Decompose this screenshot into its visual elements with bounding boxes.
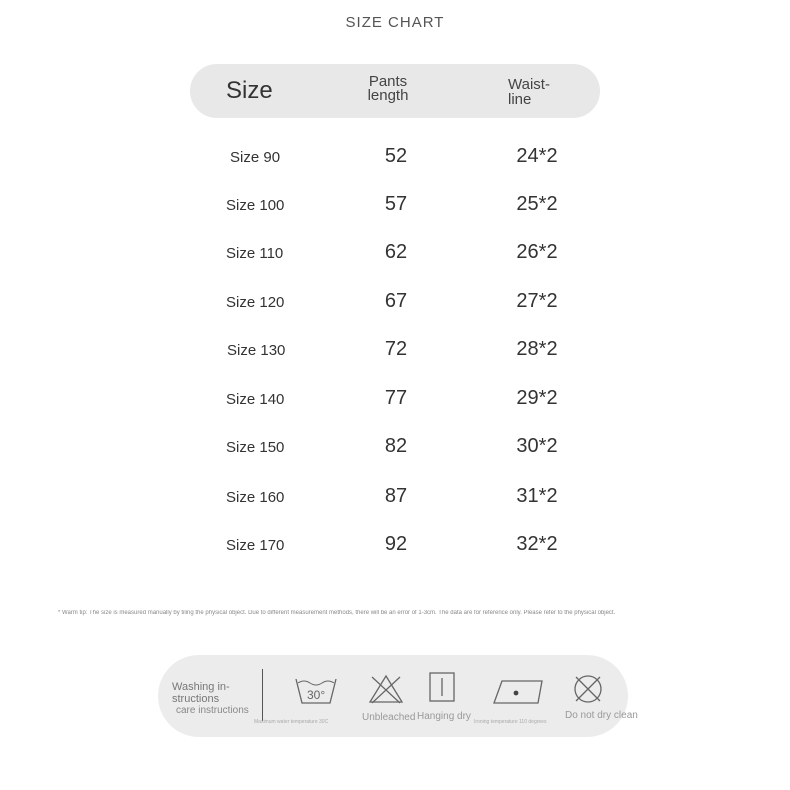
cell-length: 77	[384, 387, 408, 409]
header-length-line2: length	[367, 87, 409, 104]
cell-length: 72	[384, 338, 408, 360]
hanging-dry-icon	[428, 671, 456, 703]
cell-waist: 30*2	[516, 435, 558, 457]
table-row	[0, 433, 790, 463]
cell-waist: 25*2	[516, 193, 558, 215]
cell-waist: 27*2	[516, 290, 558, 312]
cell-length: 62	[384, 241, 408, 263]
cell-size: Size 160	[226, 489, 285, 506]
header-waistline	[508, 77, 550, 107]
table-header	[190, 64, 600, 118]
cell-length: 82	[384, 435, 408, 457]
header-pants-length	[358, 75, 418, 103]
table-row	[0, 239, 790, 269]
cell-length: 67	[384, 290, 408, 312]
cell-length: 57	[384, 193, 408, 215]
cell-waist: 29*2	[516, 387, 558, 409]
cell-waist: 28*2	[516, 338, 558, 360]
table-row	[0, 336, 790, 366]
cell-length: 92	[384, 533, 408, 555]
cell-length: 87	[384, 485, 408, 507]
table-row	[0, 385, 790, 415]
table-row	[0, 483, 790, 513]
cell-size: Size 140	[226, 391, 285, 408]
wash-title-line1: Washing in-	[172, 681, 230, 693]
cell-size: Size 130	[227, 342, 286, 359]
wash-title-line2: structions	[172, 693, 220, 705]
cell-waist: 32*2	[516, 533, 558, 555]
no-dry-clean-label: Do not dry clean	[565, 710, 638, 721]
washing-instructions-title	[172, 681, 230, 705]
header-waist-line2: line	[508, 91, 532, 108]
no-bleach-icon	[368, 673, 404, 705]
wash-temp-label: Maximum water temperature 30C	[254, 719, 329, 725]
no-dry-clean-icon	[572, 673, 604, 705]
cell-waist: 31*2	[516, 485, 558, 507]
wash-temp-text: 30°	[307, 688, 326, 702]
warm-tip: * Warm tip: The size is measured manually by tiling the physical object. Due to different measurement methods, there will be an error of 1-3cm. The data are for reference only. Please refer to the physical object.	[58, 610, 616, 616]
iron-temp-label: Ironing temperature 110 degrees	[474, 719, 547, 725]
cell-size: Size 90	[230, 149, 281, 166]
table-row	[0, 531, 790, 561]
cell-waist: 24*2	[516, 145, 558, 167]
cell-length: 52	[384, 145, 408, 167]
care-instructions-subtitle: care instructions	[176, 705, 249, 716]
cell-size: Size 100	[226, 197, 285, 214]
table-row	[0, 191, 790, 221]
divider	[262, 669, 263, 721]
care-instructions-panel	[158, 655, 638, 737]
wash-30-icon	[294, 675, 338, 707]
header-waist-line1: Waist-	[508, 76, 550, 93]
cell-size: Size 120	[226, 294, 285, 311]
iron-icon	[492, 677, 544, 707]
cell-size: Size 170	[226, 537, 285, 554]
cell-waist: 26*2	[516, 241, 558, 263]
cell-size: Size 110	[226, 245, 284, 262]
page-title: SIZE CHART	[345, 14, 445, 31]
hanging-dry-label: Hanging dry	[417, 711, 471, 722]
unbleached-label: Unbleached	[362, 712, 416, 723]
header-length-line1: Pants	[368, 73, 408, 90]
header-size: Size	[226, 77, 273, 104]
table-row	[0, 288, 790, 318]
table-row	[0, 143, 790, 173]
cell-size: Size 150	[226, 439, 285, 456]
